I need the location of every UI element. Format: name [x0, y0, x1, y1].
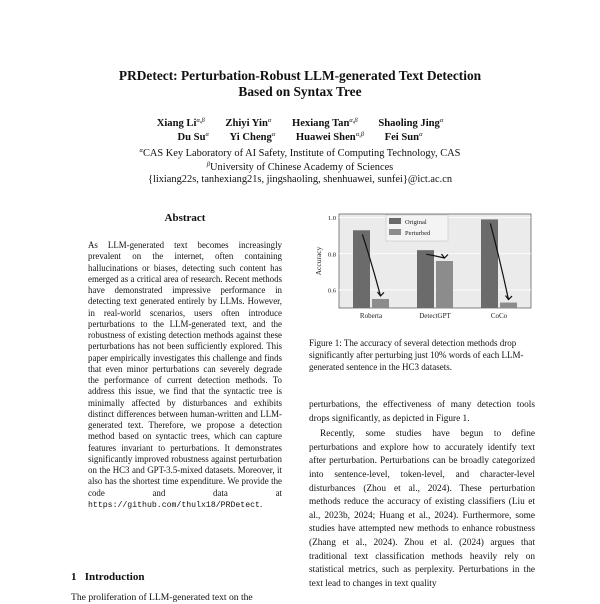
intro-first-line: The proliferation of LLM-generated text on the — [71, 592, 253, 603]
legend-label: Original — [405, 219, 427, 226]
x-tick-label: CoCo — [490, 312, 508, 320]
author: Fei Sun$^\alpha$ — [384, 131, 423, 143]
y-tick-label: 0.8 — [327, 251, 336, 259]
bar-perturbed — [500, 303, 517, 308]
affiliation-1: $^\alpha$CAS Key Laboratory of AI Safety, Institute of Computing Technology, CAS — [139, 147, 461, 159]
paragraph: perturbations, the effectiveness of many detection tools drops significantly, as depicted in Figure 1. — [309, 400, 535, 424]
affiliation-2: $^\beta$University of Chinese Academy of Sciences — [206, 161, 394, 173]
abstract-heading: Abstract — [164, 212, 206, 224]
intro-heading: 1 Introduction — [71, 571, 145, 583]
author: Xiang $Li^{\alpha,\beta}$ — [156, 117, 205, 129]
y-tick-label: 0.6 — [327, 287, 336, 295]
y-tick-label: 1.0 — [327, 215, 336, 223]
title-line-1: PRDetect: Perturbation-Robust LLM-generated Text Detection — [118, 68, 482, 83]
figure-1-chart — [309, 210, 535, 332]
author: Huawei Shen$^{\alpha,\beta}$ — [295, 131, 364, 143]
abstract-body: As LLM-generated text becomes increasingly prevalent on the internet, often containing hallucinations or biases, detecting such content has emerged as a critical area of research. Recent methods have demonstrated impressive performance in detecting text generated entirely by LLMs. However, in real-world scenarios, users often introduce perturbations to the LLM-generated text, and the robustness of existing detection methods against these perturbations has not been sufficiently explored. This paper empirically investigates this challenge and finds that even minor perturbations can severely degrade the performance of current detection methods. To address this issue, we find that the syntactic tree is minimally affected by disturbances and exhibits distinct differences between human-written and LLM-generated text. Therefore, we propose a detection method based on syntactic trees, which can capture features invariant to perturbations. It demonstrates significantly improved robustness against perturbation on the HC3 and GPT-3.5-mixed datasets. Moreover, it also has the shortest time expenditure. We provide the code and data at https://github.com/thulx18/PRDetect. — [88, 240, 282, 510]
legend-swatch — [389, 218, 401, 224]
author: Zhiyi Yin$^\alpha$ — [225, 117, 272, 129]
author: Hexiang Tan$^{\alpha,\beta}$ — [291, 117, 358, 129]
right-column-body — [309, 399, 535, 591]
y-axis-label: Accuracy — [314, 246, 323, 276]
author: Shaoling Jing$^\alpha$ — [378, 117, 444, 129]
paper-title — [40, 68, 560, 100]
abstract-text: As LLM-generated text becomes increasingly prevalent on the internet, often containing hallucinations or biases, detecting such content has emerged as a critical area of research. Recent methods have demonstrated impressive performance in detecting text generated entirely by LLMs. However, in real-world scenarios, users often introduce perturbations to the LLM-generated text, and the robustness of existing detection methods against these perturbations has not been sufficiently explored. This paper empirically investigates this challenge and finds that even minor perturbations can severely degrade the performance of current detection methods. To address this issue, we find that the syntactic tree is minimally affected by disturbances and exhibits distinct differences between human-written and LLM-generated text. Therefore, we propose a detection method based on syntactic trees, which can capture features invariant to perturbations. It demonstrates significantly improved robustness against perturbation on the HC3 and GPT-3.5-mixed datasets. Moreover, it also has the shortest time expenditure. We provide the code and data at — [88, 240, 282, 498]
legend-swatch — [389, 229, 401, 235]
bar-original — [353, 230, 370, 308]
bar-original — [481, 219, 498, 308]
authors-row-2 — [40, 128, 560, 144]
x-tick-label: Roberta — [359, 312, 383, 320]
code-link[interactable]: https://github.com/thulx18/PRDetect — [88, 500, 260, 510]
legend-label: Perturbed — [405, 230, 431, 237]
author: Du $Su^\alpha$ — [177, 131, 209, 143]
author-emails: {lixiang22s, tanhexiang21s, jingshaoling, shenhuawei, sunfei}@ict.ac.cn — [147, 174, 453, 185]
bar-perturbed — [436, 261, 453, 308]
bar-original — [417, 250, 434, 308]
x-tick-label: DetectGPT — [419, 312, 451, 320]
paragraph: Recently, some studies have begun to define perturbations and explore how to accurately identify text after perturbation. Perturbations can be broadly categorized into sentence-level, token-level, and character-level disturbances (Zhou et al., 2024). These perturbation methods reduce the accuracy of existing classifiers (Liu et al., 2023b, 2024; Huang et al., 2024). Furthermore, some studies have attempted new methods to enhance robustness (Zhang et al., 2024). Zhou et al. (2024) argues that traditional text classification methods heavily rely on statistical metrics, such as perplexity. Perturbations in the text lead to changes in text quality — [309, 429, 535, 589]
bar-perturbed — [372, 299, 389, 308]
author: Yi Cheng$^\alpha$ — [229, 131, 276, 143]
title-line-2: Based on Syntax Tree — [238, 84, 362, 99]
figure-caption: Figure 1: The accuracy of several detection methods drop significantly after perturbing just 10% words of each LLM-generated sentence in the HC3 datasets. — [309, 338, 524, 372]
